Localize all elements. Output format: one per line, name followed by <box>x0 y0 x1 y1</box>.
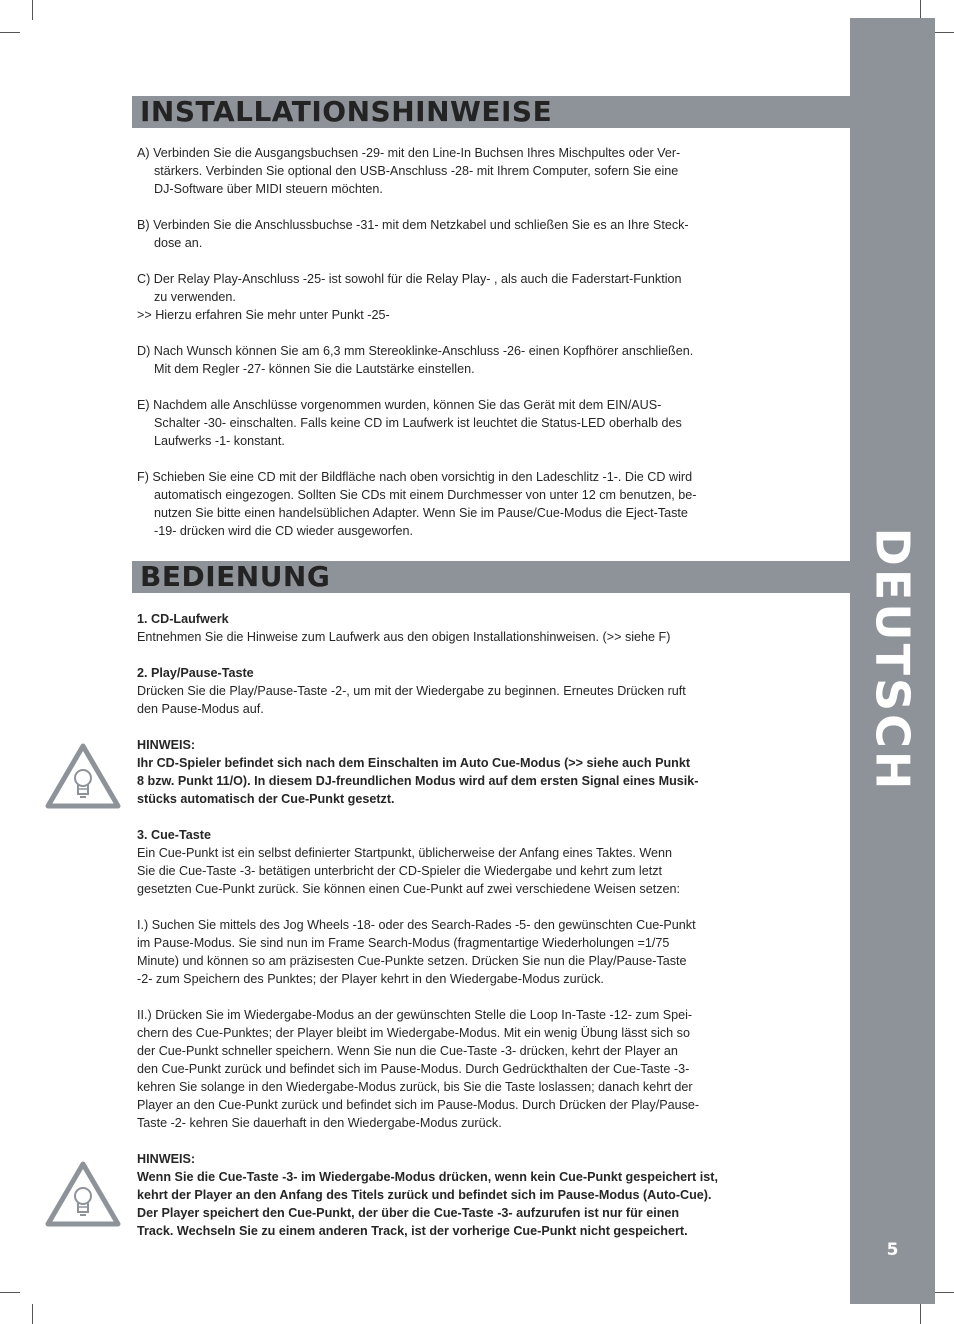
note-line: Wenn Sie die Cue-Taste -3- im Wiedergabe-Modus drücken, wenn kein Cue-Punkt gespeichert ist, <box>137 1170 718 1184</box>
step-a-line: A) Verbinden Sie die Ausgangsbuchsen -29- mit den Line-In Buchsen Ihres Mischpultes oder Ver- <box>137 146 681 160</box>
crop-mark <box>0 1292 20 1293</box>
light-bulb-warning-icon <box>44 742 122 810</box>
paragraph-line: I.) Suchen Sie mittels des Jog Wheels -18- oder des Search-Rades -5- den gewünschten Cue-Punkt <box>137 918 696 932</box>
step-d-line: Mit dem Regler -27- können Sie die Lautstärke einstellen. <box>154 362 475 376</box>
paragraph-line: Drücken Sie die Play/Pause-Taste -2-, um mit der Wiedergabe zu beginnen. Erneutes Drücken ruft <box>137 684 686 698</box>
step-a-line: stärkers. Verbinden Sie optional den USB-Anschluss -28- mit Ihrem Computer, sofern Sie eine <box>154 164 679 178</box>
crop-mark <box>920 1304 921 1324</box>
paragraph-line: Minute) und können so am präzisesten Cue-Punkte setzen. Drücken Sie nun die Play/Pause-Taste <box>137 954 687 968</box>
step-f-line: nutzen Sie bitte einen handelsüblichen Adapter. Wenn Sie im Pause/Cue-Modus die Eject-Taste <box>154 506 688 520</box>
note-line: kehrt der Player an den Anfang des Titels zurück und befindet sich im Pause-Modus (Auto-Cue). <box>137 1188 712 1202</box>
paragraph-line: chern des Cue-Punktes; der Player bleibt im Wiedergabe-Modus. Mit ein wenig Übung lässt sich so <box>137 1026 690 1040</box>
language-label: DEUTSCH <box>865 527 920 793</box>
section-title: 2. Play/Pause-Taste <box>137 666 254 680</box>
light-bulb-warning-icon <box>44 1160 122 1228</box>
step-f-line: automatisch eingezogen. Sollten Sie CDs mit einem Durchmesser von unter 12 cm benutzen, be- <box>154 488 697 502</box>
operation-heading: BEDIENUNG <box>140 560 331 593</box>
section-title: 3. Cue-Taste <box>137 828 211 842</box>
step-c-line: C) Der Relay Play-Anschluss -25- ist sowohl für die Relay Play- , als auch die Faderstart-Funktion <box>137 272 682 286</box>
step-e-line: Laufwerks -1- konstant. <box>154 434 285 448</box>
step-a-line: DJ-Software über MIDI steuern möchten. <box>154 182 383 196</box>
paragraph-line: Entnehmen Sie die Hinweise zum Laufwerk aus den obigen Installationshinweisen. (>> siehe F) <box>137 630 671 644</box>
paragraph-line: den Cue-Punkt zurück und befindet sich im Pause-Modus. Durch Gedrückthalten der Cue-Taste -3- <box>137 1062 690 1076</box>
crop-mark <box>32 1304 33 1324</box>
note-line: stücks automatisch der Cue-Punkt gesetzt. <box>137 792 395 806</box>
paragraph-line: gesetzten Cue-Punkt zurück. Sie können einen Cue-Punkt auf zwei verschiedene Weisen setzen: <box>137 882 681 896</box>
step-b-line: dose an. <box>154 236 203 250</box>
paragraph-line: -2- zum Speichern des Punktes; der Player kehrt in den Wiedergabe-Modus zurück. <box>137 972 604 986</box>
operation-body <box>137 610 777 1240</box>
step-f-line: F) Schieben Sie eine CD mit der Bildfläche nach oben vorsichtig in den Ladeschlitz -1-. Die CD wird <box>137 470 693 484</box>
paragraph-line: II.) Drücken Sie im Wiedergabe-Modus an der gewünschten Stelle die Loop In-Taste -12- zum Spei- <box>137 1008 693 1022</box>
section-title: 1. CD-Laufwerk <box>137 612 229 626</box>
paragraph-line: den Pause-Modus auf. <box>137 702 264 716</box>
step-c-line: zu verwenden. <box>154 290 236 304</box>
installation-steps <box>137 144 777 540</box>
step-d-line: D) Nach Wunsch können Sie am 6,3 mm Stereoklinke-Anschluss -26- einen Kopfhörer anschließen. <box>137 344 694 358</box>
crop-mark <box>934 1292 954 1293</box>
crop-mark <box>920 0 921 20</box>
paragraph-line: Taste -2- kehren Sie dauerhaft in den Wiedergabe-Modus zurück. <box>137 1116 502 1130</box>
installation-heading: INSTALLATIONSHINWEISE <box>140 95 553 128</box>
paragraph-line: Player an den Cue-Punkt zurück und befindet sich im Pause-Modus. Durch Drücken der Play/Pause- <box>137 1098 700 1112</box>
step-f-line: -19- drücken wird die CD wieder ausgeworfen. <box>154 524 413 538</box>
step-b-line: B) Verbinden Sie die Anschlussbuchse -31- mit dem Netzkabel und schließen Sie es an Ihre Steck- <box>137 218 689 232</box>
note-line: Ihr CD-Spieler befindet sich nach dem Einschalten im Auto Cue-Modus (>> siehe auch Punkt <box>137 756 691 770</box>
crop-mark <box>934 32 954 33</box>
paragraph-line: der Cue-Punkt schneller speichern. Wenn Sie nun die Cue-Taste -3- drücken, kehrt der Player an <box>137 1044 678 1058</box>
step-e-line: Schalter -30- einschalten. Falls keine CD im Laufwerk ist leuchtet die Status-LED oberhalb des <box>154 416 682 430</box>
note-line: Der Player speichert den Cue-Punkt, der über die Cue-Taste -3- aufzurufen ist nur für einen <box>137 1206 680 1220</box>
operation-header <box>132 561 850 593</box>
note-title: HINWEIS: <box>137 738 196 752</box>
note-line: Track. Wechseln Sie zu einem anderen Track, ist der vorherige Cue-Punkt nicht gespeichert. <box>137 1224 688 1238</box>
paragraph-line: im Pause-Modus. Sie sind nun im Frame Search-Modus (fragmentartige Wiederholungen =1/75 <box>137 936 670 950</box>
crop-mark <box>32 0 33 20</box>
note-title: HINWEIS: <box>137 1152 196 1166</box>
paragraph-line: Sie die Cue-Taste -3- betätigen unterbricht der CD-Spieler die Wiedergabe und kehrt zum letzt <box>137 864 663 878</box>
note-line: 8 bzw. Punkt 11/O). In diesem DJ-freundlichen Modus wird auf dem ersten Signal eines Musik- <box>137 774 699 788</box>
step-c-line: >> Hierzu erfahren Sie mehr unter Punkt -25- <box>137 308 390 322</box>
crop-mark <box>0 32 20 33</box>
paragraph-line: kehren Sie solange in den Wiedergabe-Modus zurück, bis Sie die Taste loslassen; danach kehrt der <box>137 1080 693 1094</box>
page-number: 5 <box>886 1240 899 1260</box>
step-e-line: E) Nachdem alle Anschlüsse vorgenommen wurden, können Sie das Gerät mit dem EIN/AUS- <box>137 398 662 412</box>
paragraph-line: Ein Cue-Punkt ist ein selbst definierter Startpunkt, üblicherweise der Anfang eines Taktes. Wenn <box>137 846 673 860</box>
installation-header <box>132 96 850 128</box>
